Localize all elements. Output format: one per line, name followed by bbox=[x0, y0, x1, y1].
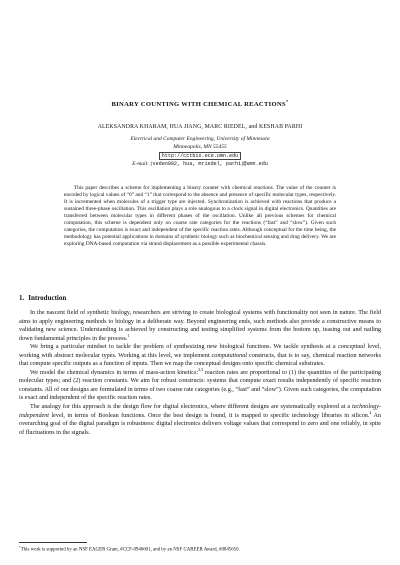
paragraph-2-text-c: constructs, that is to say, chemical reaction networks that compute specific outputs as a function of inputs. Then we map the conceptual designs onto specific chemical substrates. bbox=[19, 352, 381, 368]
affiliation-city: Minneapolis, MN 55455 bbox=[173, 144, 227, 150]
title-footnote-mark: * bbox=[286, 99, 289, 104]
paper-title bbox=[30, 99, 370, 108]
paragraph-4-emphasis: technology-independent bbox=[19, 404, 381, 419]
paragraph-2-emphasis-2: computational bbox=[211, 352, 248, 359]
footnote-rule bbox=[19, 542, 87, 543]
paragraph-3 bbox=[19, 366, 382, 403]
title-text: BINARY COUNTING WITH CHEMICAL REACTIONS bbox=[111, 101, 286, 109]
paragraph-4-text-a: The analogy for this approach is the design flow for digital electronics, where different designs are systematically explored at a bbox=[30, 404, 352, 411]
paragraph-2 bbox=[19, 343, 381, 369]
citation-1: 1 bbox=[127, 332, 130, 338]
email-line bbox=[30, 161, 370, 168]
paragraph-4 bbox=[19, 403, 381, 437]
project-url-line bbox=[30, 152, 370, 160]
body-text bbox=[19, 309, 381, 437]
paragraph-1-text: In the nascent field of synthetic biology, researchers are striving to create biological systems with functionality not seen in nature. The field aims to apply engineering methods to biology in a deliberate way. Beyond engineering ends, such methods also provide a constructive means to validating new science. Understanding is achieved by constructing and testing simplified systems from the bottom up, teasing out and nailing down fundamental principles in the process. bbox=[19, 310, 381, 342]
section-title: Introduction bbox=[28, 294, 67, 302]
paragraph-2-emphasis-1: conceptual bbox=[338, 344, 366, 351]
author-list: ALEKSANDRA KHARAM, HUA JIANG, MARC RIEDEL, and KESHAB PARHI bbox=[97, 124, 303, 130]
email-brace-close: } bbox=[241, 161, 244, 167]
paragraph-4-text-c: An overarching goal of the digital paradigm is robustness: digital electronics delivers voltage values that correspond to zero and one reliably, in spite of fluctuations in the signals. bbox=[19, 412, 381, 436]
footnote bbox=[19, 545, 240, 553]
email-brace-open: { bbox=[150, 161, 153, 167]
paragraph-2-text-b: level, working with abstract molecular types. Working at this level, we implement bbox=[19, 344, 381, 359]
paragraph-3-text-b: reaction rates are proportional to (1) the quantities of the participating molecular types; and (2) reaction constants. We aim for robust constructs: systems that compute exact results independently of specific reaction constants. All of our designs are formulated in terms of two coarse rate categories (e.g., “fast” and “slow”). Given such categories, the computation is exact and independent of the specific reaction rates. bbox=[19, 369, 382, 402]
email-label: E-mail: bbox=[132, 161, 149, 167]
citation-4: 4 bbox=[369, 409, 372, 415]
section-number: 1. bbox=[19, 294, 25, 302]
citation-2-3: 2,3 bbox=[198, 366, 204, 372]
email-domain: @umn.edu bbox=[243, 161, 268, 167]
footnote-text: This work is supported by an NSF EAGER Grant, #CCF-0946601, and by an NSF CAREER Award, #0845650. bbox=[20, 547, 240, 553]
paragraph-1 bbox=[19, 309, 381, 343]
project-url-link[interactable]: http://cctbio.ece.umn.edu bbox=[159, 152, 241, 160]
paragraph-4-text-b: level, in terms of Boolean functions. Once the best design is found, it is mapped to specific technology libraries in silicon. bbox=[49, 412, 370, 419]
paragraph-2-text-a: We bring a particular mindset to tackle the problem of synthesizing new biological functions. We tackle synthesis at a bbox=[30, 344, 339, 351]
affiliation-department: Electrical and Computer Engineering, University of Minnesota bbox=[130, 136, 270, 142]
footnote-mark: * bbox=[19, 545, 21, 549]
section-heading bbox=[19, 294, 66, 302]
paragraph-3-text-a: We model the chemical dynamics in terms of mass-action kinetics: bbox=[30, 369, 199, 376]
email-users: veden002, hua, mriedel, parhi bbox=[152, 161, 242, 167]
abstract-text: This paper describes a scheme for implementing a binary counter with chemical reactions. The value of the counter is encoded by logical values of “0” and “1” that correspond to the absence and presence of specific molecular types, respectively. It is incremented when molecules of a trigger type are injected. Synchronization is achieved with reactions that produce a sustained three-phase oscillation. This oscillation plays a role analogous to a clock signal in digital electronics. Quantities are transferred between molecular types in different phases of the oscillation. Unlike all previous schemes for chemical computation, this scheme is dependent only on coarse rate categories for the reactions (“fast” and “slow”). Given such categories, the computation is exact and independent of the specific reaction rates. Although conceptual for the time being, the methodology has potential applications in domains of synthetic biology such as biochemical sensing and drug delivery. We are exploring DNA-based computation via strand displacement as a possible experimental chassis. bbox=[64, 185, 336, 248]
